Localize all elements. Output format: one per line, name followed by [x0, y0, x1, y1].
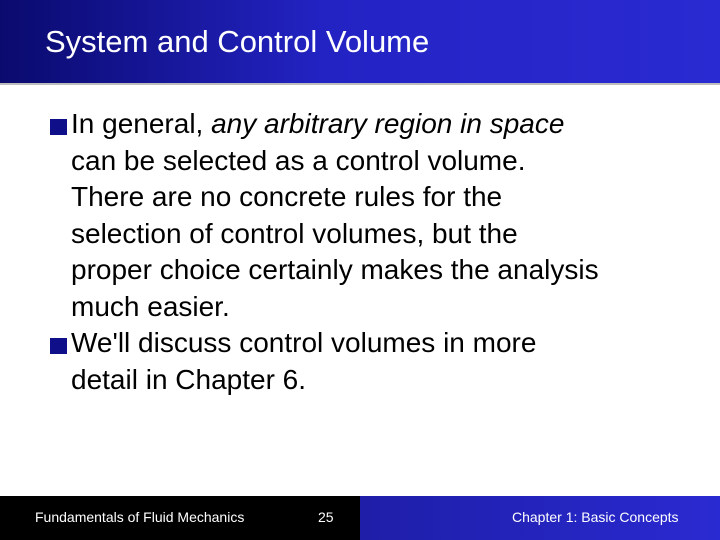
bullet-text-line: There are no concrete rules for the — [71, 181, 503, 212]
title-bar — [0, 0, 720, 85]
footer — [0, 496, 720, 540]
square-bullet-icon — [50, 338, 67, 354]
bullet-text-line: selection of control volumes, but the — [71, 217, 518, 249]
footer-chapter-title: Chapter 1: Basic Concepts — [512, 509, 679, 525]
bullet-text-line: detail in Chapter 6. — [71, 363, 307, 395]
footer-course-title: Fundamentals of Fluid Mechanics — [35, 509, 245, 525]
bullet-text-line: proper choice certainly makes the analysis — [71, 254, 599, 285]
bullet-item — [50, 106, 700, 325]
slide-content — [50, 106, 700, 398]
slide-title: System and Control Volume — [45, 24, 430, 59]
bullet-text-prefix: In general, — [71, 108, 212, 139]
bullet-text-emphasis: any arbitrary region in space — [211, 108, 565, 139]
bullet-text-line: can be selected as a control volume. — [71, 144, 526, 176]
square-bullet-icon — [50, 119, 67, 135]
bullet-text-line: We'll discuss control volumes in more — [71, 327, 537, 358]
bullet-text-line: much easier. — [71, 290, 230, 322]
page-number: 25 — [318, 509, 334, 525]
bullet-item — [50, 325, 700, 398]
